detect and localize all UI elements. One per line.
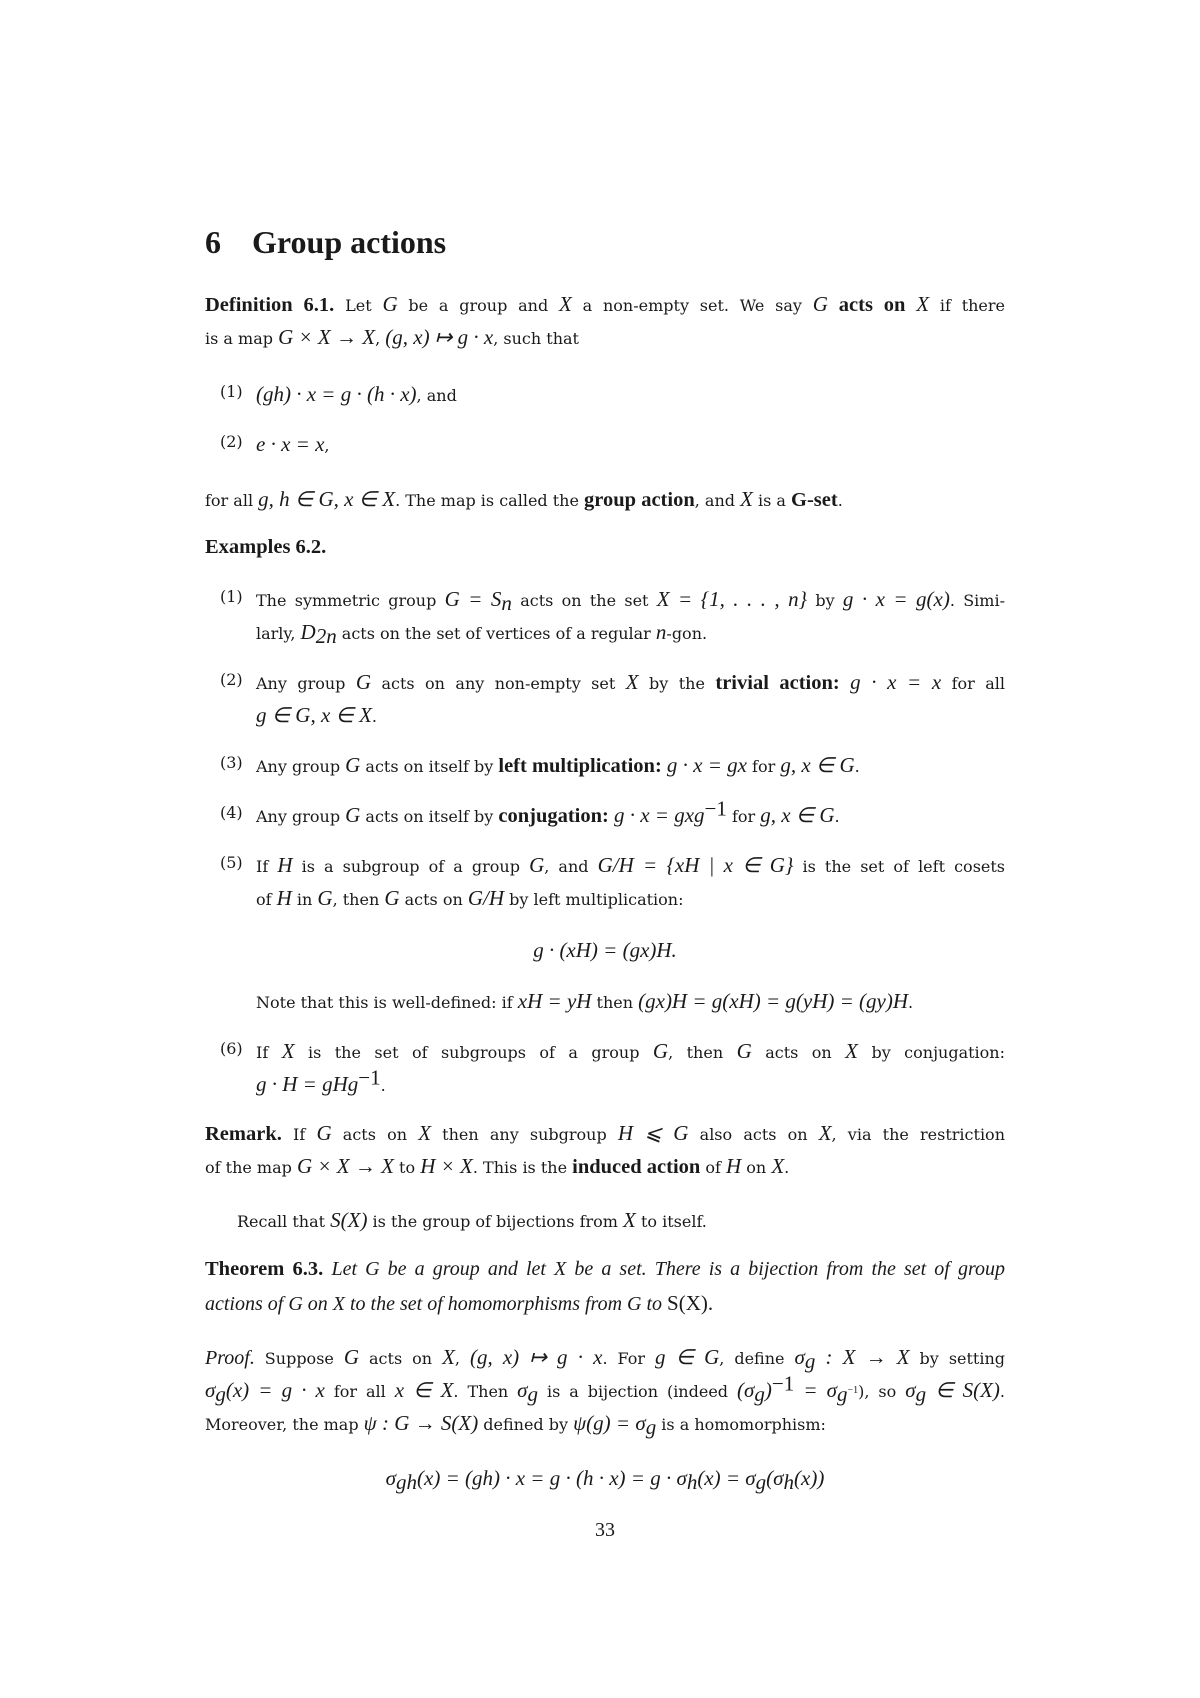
math: g ∈ G, x ∈ X — [256, 703, 372, 727]
math-sub — [837, 1382, 858, 1406]
text: . — [707, 1291, 714, 1315]
item-label: (4) — [220, 803, 243, 822]
math: σ — [905, 1378, 916, 1402]
term-conjugation: conjugation: — [498, 805, 609, 827]
math: ψ : G → S(X) — [363, 1411, 479, 1435]
text: then any subgroup — [431, 1125, 618, 1144]
math-sub: n — [501, 591, 512, 616]
remark-label: Remark. — [205, 1123, 282, 1145]
math: S(X) — [667, 1291, 708, 1315]
math: (g, x) ↦ g · x — [385, 325, 494, 349]
text: larly, — [256, 624, 301, 643]
text: if there — [929, 296, 1006, 315]
item-label: (1) — [220, 382, 243, 401]
remark-line-1 — [205, 1121, 1005, 1146]
math-sub-base: g — [836, 1382, 848, 1407]
proof-line-2 — [205, 1371, 1006, 1407]
example-3-line — [256, 753, 1005, 778]
math: x ∈ X — [394, 1378, 454, 1402]
text: is the set of left cosets — [793, 857, 1006, 876]
text: acts on — [751, 1043, 846, 1062]
display-math: σ — [385, 1466, 397, 1490]
term-left-multiplication: left multiplication: — [498, 755, 662, 777]
math: G — [345, 803, 361, 827]
text: acts on itself by — [360, 807, 499, 826]
example-1-line-2 — [256, 620, 1005, 649]
text: ), so — [858, 1382, 906, 1401]
text: , such that — [493, 329, 579, 348]
math: H — [277, 853, 293, 877]
math: X — [442, 1345, 455, 1369]
text: . Simi- — [949, 591, 1005, 610]
math: ∈ S(X) — [926, 1378, 1000, 1402]
text: If — [281, 1125, 317, 1144]
math: G — [355, 670, 372, 694]
term-g-set: G-set — [791, 489, 838, 511]
math: X — [559, 292, 572, 316]
math: σ — [205, 1378, 216, 1402]
text: acts on the set — [511, 591, 657, 610]
example-4-line — [256, 796, 1005, 828]
text: . Then — [453, 1382, 518, 1401]
section-number: 6 — [205, 224, 221, 260]
text: for all — [941, 674, 1006, 693]
recall-paragraph — [205, 1208, 1005, 1233]
math: (gx)H = g(xH) = g(yH) = (gy)H — [638, 989, 909, 1013]
math: G — [317, 886, 333, 910]
examples-label: Examples 6.2. — [205, 536, 327, 558]
math: S(X) — [330, 1208, 368, 1232]
item-label: (3) — [220, 753, 243, 772]
theorem-text: Let G be a group and let X be a set. There is a bijection from the set of group — [331, 1258, 1005, 1280]
text: Moreover, the map — [205, 1415, 364, 1434]
math: G — [345, 753, 361, 777]
text: is a subgroup of a group — [292, 857, 530, 876]
text: of the map — [205, 1158, 297, 1177]
example-5-line-1 — [256, 853, 1005, 878]
math: G — [529, 853, 545, 877]
math: (x) = g · x — [225, 1378, 325, 1402]
text: is the group of bijections from — [367, 1212, 624, 1231]
math: : X → X — [815, 1345, 910, 1369]
math: e · x = x — [256, 432, 325, 456]
text: is a bijection (indeed — [538, 1382, 737, 1401]
section-title: Group actions — [252, 224, 447, 260]
text: , — [324, 436, 330, 455]
math: g · x = g(x) — [842, 587, 950, 611]
theorem-text: actions of G on X to the set of homomorphisms from G to — [205, 1293, 668, 1315]
math: g, h ∈ G, x ∈ X — [258, 487, 396, 511]
text: to itself. — [635, 1212, 707, 1231]
math-sub: h — [686, 1470, 698, 1495]
math: G/H — [467, 886, 505, 910]
text: Any group — [256, 807, 346, 826]
math: X — [740, 487, 753, 511]
text: , then — [332, 890, 385, 909]
math: g · x = gx — [666, 753, 747, 777]
example-6-line-2 — [256, 1065, 1005, 1097]
math: (σ — [737, 1378, 755, 1402]
text: . — [784, 1158, 790, 1177]
math-sub: g — [215, 1382, 226, 1407]
text: defined by — [478, 1415, 574, 1434]
text: . — [908, 993, 914, 1012]
text: to — [393, 1158, 421, 1177]
math-sub: g — [645, 1415, 657, 1440]
definition-line-2 — [205, 325, 1005, 350]
text: , — [375, 329, 386, 348]
text: is a map — [205, 329, 279, 348]
text: acts on — [399, 890, 468, 909]
text: . — [854, 757, 860, 776]
math: n — [655, 620, 667, 644]
item-label: (6) — [220, 1039, 243, 1058]
math: xH = yH — [517, 989, 592, 1013]
math: X — [845, 1039, 858, 1063]
math-sub: g — [527, 1382, 539, 1407]
text: , and — [544, 857, 598, 876]
text: , and — [694, 491, 741, 510]
math: X — [771, 1154, 785, 1178]
term-trivial-action: trivial action: — [715, 672, 840, 694]
proof-line-1 — [205, 1345, 1006, 1374]
text: be a group and — [397, 296, 560, 315]
math-sub: g — [915, 1382, 927, 1407]
math: g · x = gxg — [613, 803, 705, 827]
example-6-line-1 — [256, 1039, 1005, 1064]
display-math: (x) = (gh) · x = g · (h · x) = g · σ — [417, 1466, 687, 1490]
math-sub: g — [754, 1382, 765, 1407]
text: Let — [345, 296, 383, 315]
text: by the — [638, 674, 716, 693]
text: acts on the set of vertices of a regular — [336, 624, 656, 643]
text: of — [256, 890, 277, 909]
theorem-line-2 — [205, 1291, 1005, 1316]
text: for all — [324, 1382, 395, 1401]
text: , via the restriction — [831, 1125, 1005, 1144]
theorem-label: Theorem 6.3. — [205, 1258, 324, 1280]
text: by — [807, 591, 843, 610]
text: by conjugation: — [858, 1043, 1005, 1062]
math-sup: −1 — [771, 1371, 795, 1396]
math: H — [276, 886, 292, 910]
text: , define — [719, 1349, 795, 1368]
text: . — [380, 1076, 386, 1095]
proof-line-3 — [205, 1411, 1005, 1440]
text — [840, 674, 850, 693]
examples-heading — [205, 536, 1005, 559]
math: ) — [764, 1378, 772, 1402]
math: X — [625, 670, 639, 694]
math: X — [281, 1039, 295, 1063]
math: (g, x) ↦ g · x — [469, 1345, 603, 1369]
example-5-display — [205, 938, 1005, 963]
math-sub: h — [783, 1470, 795, 1495]
example-5-note-line — [256, 989, 1005, 1014]
math: G/H = {xH | x ∈ G} — [597, 853, 794, 877]
theorem-line-1 — [205, 1258, 1005, 1281]
term-acts-on: acts on — [838, 294, 906, 316]
text: . — [999, 1382, 1006, 1401]
text: Recall that — [237, 1212, 331, 1231]
text: . This is the — [472, 1158, 573, 1177]
text: is a homomorphism: — [656, 1415, 826, 1434]
math: H ⩽ G — [617, 1121, 689, 1145]
text: acts on any non-empty set — [371, 674, 626, 693]
math: (gh) · x = g · (h · x) — [256, 382, 417, 406]
math: g · H = gHg — [256, 1072, 359, 1096]
text: in — [291, 890, 318, 909]
text: , — [454, 1349, 470, 1368]
text: is the set of subgroups of a group — [294, 1043, 653, 1062]
math: g · x = x — [850, 670, 942, 694]
math: G — [343, 1345, 360, 1369]
definition-label: Definition 6.1. — [205, 294, 335, 316]
term-group-action: group action — [584, 489, 695, 511]
proof-display — [205, 1466, 1005, 1495]
text: for — [726, 807, 761, 826]
display-math: (x)) — [794, 1466, 825, 1490]
text: acts on itself by — [360, 757, 499, 776]
math-sub: g — [804, 1349, 816, 1374]
math: X — [623, 1208, 636, 1232]
math: H × X — [420, 1154, 473, 1178]
math: G — [812, 292, 828, 316]
text: then — [591, 993, 639, 1012]
example-2-line-2 — [256, 703, 1005, 728]
math-sub: gh — [396, 1470, 418, 1495]
math-sub-sup: −1 — [847, 1385, 859, 1397]
section-heading — [205, 222, 446, 262]
text: . — [834, 807, 840, 826]
text: . — [371, 707, 377, 726]
math: g, x ∈ G — [760, 803, 835, 827]
item-label: (5) — [220, 853, 243, 872]
text: If — [256, 857, 278, 876]
item-label: (1) — [220, 587, 243, 606]
text: , then — [668, 1043, 737, 1062]
math: X — [818, 1121, 832, 1145]
text: Any group — [256, 757, 346, 776]
text: Suppose — [254, 1349, 344, 1368]
definition-line-1 — [205, 292, 1005, 317]
math: G × X → X — [296, 1154, 394, 1178]
math: G = S — [444, 587, 502, 611]
text: Note that this is well-defined: if — [256, 993, 518, 1012]
text: . The map is called the — [395, 491, 585, 510]
math: H — [726, 1154, 742, 1178]
item-label: (2) — [220, 432, 243, 451]
math: G — [652, 1039, 669, 1063]
display-math: (σ — [766, 1466, 784, 1490]
math-sub: g — [755, 1470, 767, 1495]
text: for all — [205, 491, 259, 510]
remark-line-2 — [205, 1154, 1005, 1179]
text: of — [700, 1158, 727, 1177]
text: , and — [416, 386, 457, 405]
math: ψ(g) = σ — [573, 1411, 646, 1435]
math: g, x ∈ G — [780, 753, 855, 777]
math: σ — [517, 1378, 528, 1402]
math: D — [300, 620, 316, 644]
example-2-line-1 — [256, 670, 1005, 695]
math: X — [916, 292, 930, 316]
text: for — [746, 757, 781, 776]
item-label: (2) — [220, 670, 243, 689]
text: also acts on — [688, 1125, 819, 1144]
math: X = {1, . . . , n} — [656, 587, 808, 611]
math-sub: 2n — [315, 624, 337, 649]
text: by setting — [909, 1349, 1006, 1368]
math: G — [316, 1121, 332, 1145]
page-number: 33 — [595, 1519, 615, 1541]
text: is a — [752, 491, 792, 510]
text: . — [837, 491, 843, 510]
math-sup: −1 — [358, 1065, 381, 1090]
math: G — [736, 1039, 752, 1063]
text: The symmetric group — [256, 591, 445, 610]
example-5-line-2 — [256, 886, 1005, 911]
text: acts on — [331, 1125, 419, 1144]
term-induced-action: induced action — [572, 1156, 701, 1178]
math: G — [384, 886, 400, 910]
math: X — [418, 1121, 432, 1145]
math: G × X → X — [278, 325, 376, 349]
display-math: (x) = σ — [697, 1466, 756, 1490]
math: g ∈ G — [655, 1345, 720, 1369]
math: = σ — [794, 1378, 837, 1402]
text: Any group — [256, 674, 356, 693]
math: G — [382, 292, 398, 316]
text: by left multiplication: — [504, 890, 684, 909]
math-sup: −1 — [704, 796, 727, 821]
text: acts on — [359, 1349, 443, 1368]
display-math: g · (xH) = (gx)H. — [533, 938, 677, 962]
proof-label: Proof. — [205, 1347, 255, 1369]
text: on — [741, 1158, 772, 1177]
example-1-line-1 — [256, 587, 1005, 616]
text: -gon. — [666, 624, 708, 643]
text: a non-empty set. We say — [571, 296, 813, 315]
text: If — [256, 1043, 282, 1062]
math: σ — [794, 1345, 805, 1369]
text: . For — [602, 1349, 655, 1368]
definition-forall — [205, 487, 1005, 512]
